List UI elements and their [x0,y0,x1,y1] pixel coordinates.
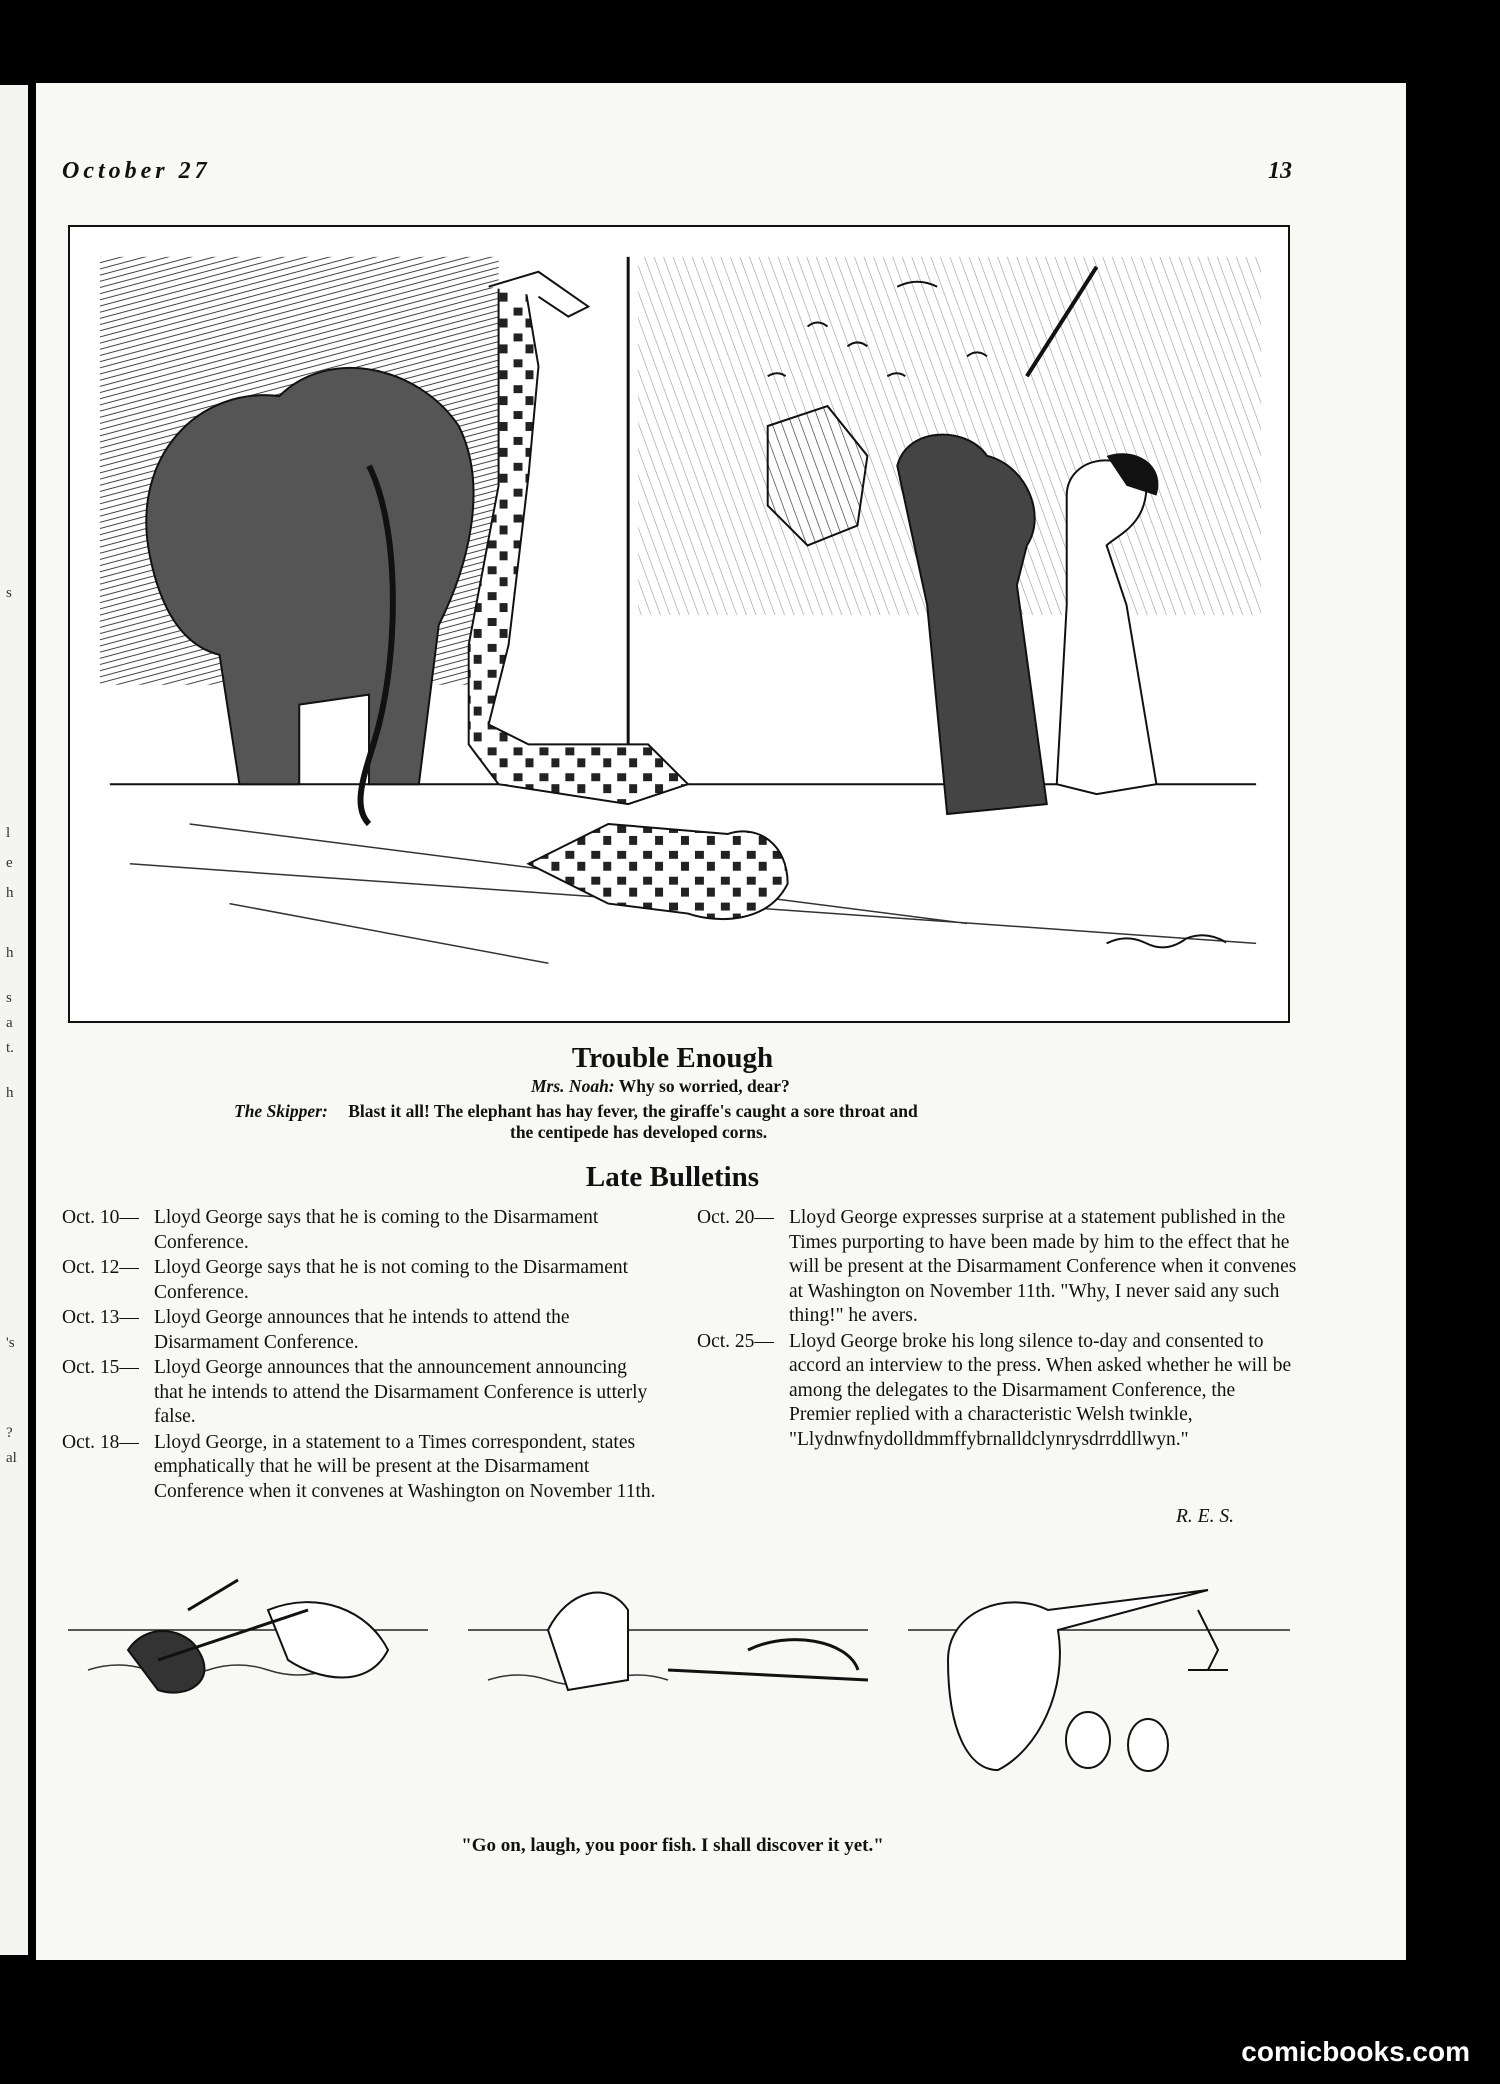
bulletin-item [697,1206,1299,1329]
bulletin-text: Lloyd George announces that he intends to attend the Disarmament Conference. [154,1307,570,1353]
caption-line-mrs-noah [531,1076,790,1097]
cartoon-title: Trouble Enough [571,1042,774,1074]
speaker-mrs-noah: Mrs. Noah: [531,1076,615,1096]
bulletin-item [62,1206,658,1255]
bulletin-item [62,1356,658,1430]
bulletin-text: Lloyd George broke his long silence to-day and consented to accord an interview to the press. When asked whether he will be among the delegates to the Disarmament Conference, the Premier replied with a characteristic Welsh twinkle, "Llydnwfnydolldmmffybrnalldclynrysdrrddllwyn." [789,1330,1292,1450]
speaker-skipper: The Skipper: [234,1101,328,1121]
bulletin-date: Oct. 18— [62,1431,139,1453]
bulletin-item [62,1306,658,1355]
bulletin-text: Lloyd George says that he is not coming to the Disarmament Conference. [154,1257,629,1303]
bulletin-item [62,1256,658,1305]
bulletin-text: Lloyd George announces that the announcement announcing that he intends to attend the Disarmament Conference is utterly false. [154,1357,648,1427]
bulletin-date: Oct. 10— [62,1207,139,1228]
bulletin-text: Lloyd George says that he is coming to the Disarmament Conference. [154,1207,599,1253]
late-bulletins-title: Late Bulletins [585,1161,760,1193]
bulletin-text: Lloyd George, in a statement to a Times correspondent, states emphatically that he will be present at the Disarmament Conference when it convenes at Washington on November 11th. [154,1431,656,1502]
skipper-line-a: Blast it all! The elephant has hay fever, the giraffe's caught a sore throat and [348,1101,918,1121]
fish-comic-strip [68,1570,1290,1860]
bulletin-date: Oct. 25— [697,1330,774,1352]
mrs-noah-line: Why so worried, dear? [618,1076,790,1096]
bulletin-date: Oct. 20— [697,1207,774,1228]
page-number: 13 [1268,158,1292,184]
strip-caption: "Go on, laugh, you poor fish. I shall discover it yet." [461,1835,884,1856]
issue-date: October 27 [62,158,211,184]
site-watermark: comicbooks.com [1241,2036,1470,2067]
skipper-line-b: the centipede has developed corns. [510,1122,768,1142]
bulletins-left-column [62,1206,658,1505]
bulletin-text: Lloyd George expresses surprise at a statement published in the Times purporting to have been made by him to the effect that he will be present at the Disarmament Conference when it convenes at Washington on November 11th. "Why, I never said any such thing!" he avers. [789,1207,1297,1326]
bulletin-date: Oct. 12— [62,1257,139,1278]
author-signature: R. E. S. [1176,1506,1234,1527]
caption-line-skipper [234,1101,918,1122]
noahs-ark-cartoon [68,225,1290,1023]
bulletin-item [697,1330,1299,1453]
bulletin-date: Oct. 13— [62,1307,139,1328]
bulletin-item [62,1431,658,1505]
bulletins-right-column [697,1206,1299,1453]
bulletin-date: Oct. 15— [62,1357,139,1378]
facing-page-edge: s l e h h s a t. h 's ? al [0,85,28,1955]
